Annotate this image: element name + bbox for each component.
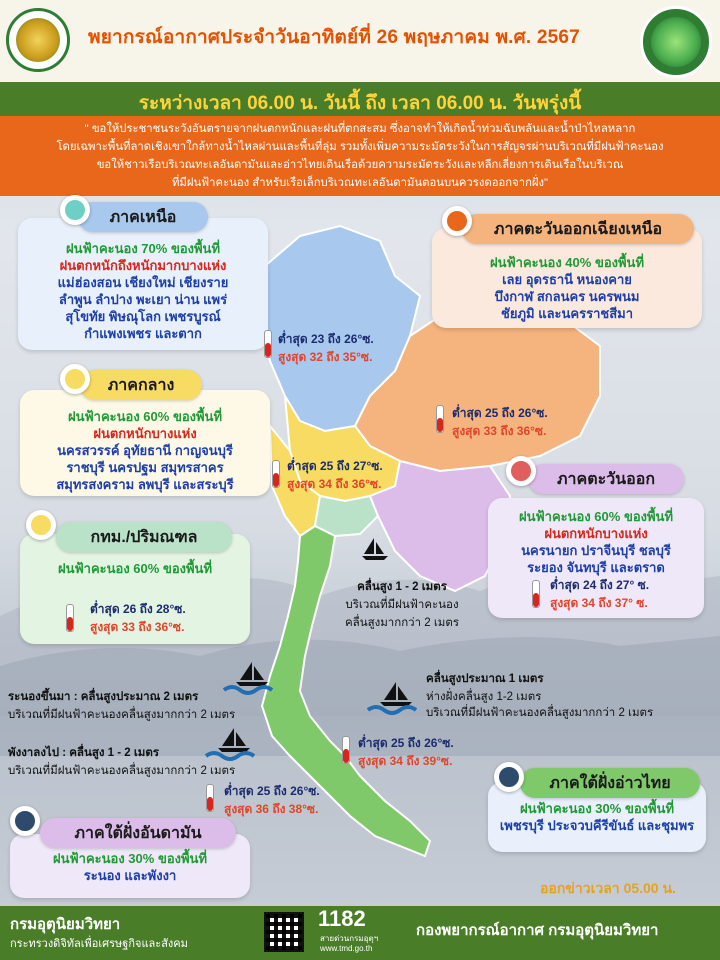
central-rain: ฝนฟ้าคะนอง 60% ของพื้นที่ [67, 409, 223, 424]
tmd-logo-left [6, 8, 70, 72]
central-heavy: ฝนตกหนักบางแห่ง [93, 426, 197, 441]
east-rain: ฝนฟ้าคะนอง 60% ของพื้นที่ [518, 509, 674, 524]
north-area: ลำพูน ลำปาง พะเยา น่าน แพร่ [58, 292, 228, 307]
bangkok-temp [90, 600, 186, 636]
andaman-south-label: พังงาลงไป : คลื่นสูง 1 - 2 เมตร [8, 747, 160, 759]
central-area: สมุทรสงคราม ลพบุรี และสระบุรี [56, 477, 234, 492]
warning-line: " ขอให้ประชาชนระวังอันตรายจากฝนตกหนักและฝนที่ตกสะสม ซึ่งอาจทำให้เกิดน้ำท่วมฉับพลันและน้ำป่าไหลหลาก [84, 123, 636, 135]
east-tab: ภาคตะวันออก [528, 464, 684, 494]
emblem-icon [16, 18, 60, 62]
north-area: กำแพงเพชร และตาก [84, 326, 202, 341]
northeast-tmin: ต่ำสุด 25 ถึง 26°ซ. [452, 406, 548, 420]
central-area: ราชบุรี นครปฐม สมุทรสาคร [66, 460, 224, 475]
central-tmin: ต่ำสุด 25 ถึง 27°ซ. [287, 459, 383, 473]
location-pin-icon [506, 456, 536, 486]
location-pin-icon [26, 510, 56, 540]
location-pin-icon [442, 206, 472, 236]
warning-line: ที่มีฝนฟ้าคะนอง สำหรับเรือเล็กบริเวณทะเลอันดามันตอนบนควรงดออกจากฝั่ง" [171, 177, 549, 189]
sailboat-wave-icon [366, 680, 422, 716]
bangkok-tmax: สูงสุด 33 ถึง 36°ซ. [90, 620, 185, 634]
andaman-north-waves [8, 688, 235, 724]
gulf-upper-storm2: คลื่นสูงมากกว่า 2 เมตร [344, 617, 460, 629]
gulf-lower-height: คลื่นสูงประมาณ 1 เมตร [426, 673, 544, 685]
south-gulf-area: เพชรบุรี ประจวบคีรีขันธ์ และชุมพร [499, 818, 695, 833]
south-gulf-rain: ฝนฟ้าคะนอง 30% ของพื้นที่ [519, 801, 675, 816]
thermometer-icon [272, 460, 280, 488]
north-tmax: สูงสุด 32 ถึง 35°ซ. [278, 350, 373, 364]
south-andaman-area: ระนอง และพังงา [83, 868, 177, 883]
south-andaman-tab: ภาคใต้ฝั่งอันดามัน [40, 818, 236, 848]
thermometer-icon [66, 604, 74, 632]
page-title: พยากรณ์อากาศประจำวันอาทิตย์ที่ 26 พฤษภาคม พ.ศ. 2567 [88, 27, 580, 48]
gulf-upper-waves [334, 578, 470, 632]
south-andaman-rain: ฝนฟ้าคะนอง 30% ของพื้นที่ [52, 851, 208, 866]
bangkok-tmin: ต่ำสุด 26 ถึง 28°ซ. [90, 602, 186, 616]
thermometer-icon [342, 736, 350, 764]
south-andaman-tmin: ต่ำสุด 25 ถึง 26°ซ. [224, 784, 320, 798]
thermometer-icon [436, 405, 444, 433]
gulf-upper-storm: บริเวณที่มีฝนฟ้าคะนอง [345, 599, 459, 611]
footer-ministry: กระทรวงดิจิทัลเพื่อเศรษฐกิจและสังคม [10, 938, 188, 950]
east-tmax: สูงสุด 34 ถึง 37° ซ. [550, 596, 648, 610]
andaman-south-waves [8, 744, 235, 780]
footer-hotline-label: สายด่วนกรมอุตุฯ [320, 934, 379, 943]
east-tmin: ต่ำสุด 24 ถึง 27° ซ. [550, 578, 650, 592]
south-gulf-tmax: สูงสุด 34 ถึง 39°ซ. [358, 754, 453, 768]
northeast-rain: ฝนฟ้าคะนอง 40% ของพื้นที่ [489, 255, 645, 270]
andaman-north-label: ระนองขึ้นมา : คลื่นสูงประมาณ 2 เมตร [8, 691, 199, 703]
south-andaman-tmax: สูงสุด 36 ถึง 38°ซ. [224, 802, 319, 816]
south-gulf-tmin: ต่ำสุด 25 ถึง 26°ซ. [358, 736, 454, 750]
emblem-icon [651, 17, 701, 67]
central-area: นครสวรรค์ อุทัยธานี กาญจนบุรี [57, 443, 233, 458]
warning-text [10, 120, 710, 192]
bangkok-tab: กทม./ปริมณฑล [56, 522, 232, 552]
thermometer-icon [206, 784, 214, 812]
andaman-south-storm: บริเวณที่มีฝนฟ้าคะนองคลื่นสูงมากกว่า 2 เมตร [8, 765, 236, 777]
northeast-tmax: สูงสุด 33 ถึง 36°ซ. [452, 424, 547, 438]
location-pin-icon [60, 364, 90, 394]
andaman-north-storm: บริเวณที่มีฝนฟ้าคะนองคลื่นสูงมากกว่า 2 เมตร [8, 709, 236, 721]
gulf-lower-waves [426, 670, 544, 706]
northeast-area: เลย อุดรธานี หนองคาย [502, 272, 632, 287]
east-area: ระยอง จันทบุรี และตราด [527, 560, 665, 575]
footer-org: กรมอุตุนิยมวิทยา [10, 916, 121, 933]
south-gulf-temp [358, 734, 454, 770]
east-area: นครนายก ปราจีนบุรี ชลบุรี [521, 543, 671, 558]
thermometer-icon [264, 330, 272, 358]
sailboat-icon [360, 536, 390, 562]
location-pin-icon [10, 806, 40, 836]
north-heavy: ฝนตกหนักถึงหนักมากบางแห่ง [59, 258, 227, 273]
north-temp [278, 330, 374, 366]
warning-line: ขอให้ชาวเรือบริเวณทะเลอันดามันและอ่าวไทยเดินเรือด้วยความระมัดระวังและหลีกเลี่ยงการเดินเรือในบริเวณ [96, 159, 624, 171]
north-tmin: ต่ำสุด 23 ถึง 26°ซ. [278, 332, 374, 346]
north-area: แม่ฮ่องสอน เชียงใหม่ เชียงราย [57, 275, 229, 290]
qr-code-icon[interactable] [264, 912, 304, 952]
forecast-period: ระหว่างเวลา 06.00 น. วันนี้ ถึง เวลา 06.00 น. วันพรุ่งนี้ [138, 93, 582, 114]
north-area: สุโขทัย พิษณุโลก เพชรบูรณ์ [65, 309, 221, 324]
north-rain: ฝนฟ้าคะนอง 70% ของพื้นที่ [65, 241, 221, 256]
gulf-upper-height: คลื่นสูง 1 - 2 เมตร [357, 581, 447, 593]
south-andaman-temp [224, 782, 320, 818]
northeast-temp [452, 404, 548, 440]
issued-time: ออกข่าวเวลา 05.00 น. [540, 880, 676, 896]
north-tab: ภาคเหนือ [78, 202, 208, 232]
east-temp [550, 576, 649, 612]
east-heavy: ฝนตกหนักบางแห่ง [544, 526, 648, 541]
warning-line: โดยเฉพาะพื้นที่ลาดเชิงเขาใกล้ทางน้ำไหลผ่านและพื้นที่ลุ่ม รวมทั้งเพิ่มความระมัดระวังในการสัญจรผ่านบริเวณที่มีฝนฟ้าคะนอง [56, 141, 664, 153]
northeast-tab: ภาคตะวันออกเฉียงเหนือ [462, 214, 694, 244]
central-tab: ภาคกลาง [80, 370, 202, 400]
footer-hotline: 1182 [318, 906, 366, 931]
south-gulf-tab: ภาคใต้ฝั่งอ่าวไทย [520, 768, 700, 798]
northeast-area: ชัยภูมิ และนครราชสีมา [501, 306, 633, 321]
north-card [18, 218, 268, 350]
gulf-lower-offshore: ห่างฝั่งคลื่นสูง 1-2 เมตร [426, 691, 542, 703]
northeast-area: บึงกาฬ สกลนคร นครพนม [494, 289, 640, 304]
bangkok-rain: ฝนฟ้าคะนอง 60% ของพื้นที่ [57, 561, 213, 576]
tmd-logo-right [640, 6, 712, 78]
thermometer-icon [532, 580, 540, 608]
footer-division: กองพยากรณ์อากาศ กรมอุตุนิยมวิทยา [416, 922, 659, 939]
central-temp [287, 457, 383, 493]
central-tmax: สูงสุด 34 ถึง 36°ซ. [287, 477, 382, 491]
gulf-lower-storm: บริเวณที่มีฝนฟ้าคะนองคลื่นสูงมากกว่า 2 เมตร [426, 707, 654, 719]
location-pin-icon [494, 762, 524, 792]
footer-website[interactable]: www.tmd.go.th [320, 944, 373, 953]
location-pin-icon [60, 195, 90, 225]
central-card [20, 390, 270, 496]
